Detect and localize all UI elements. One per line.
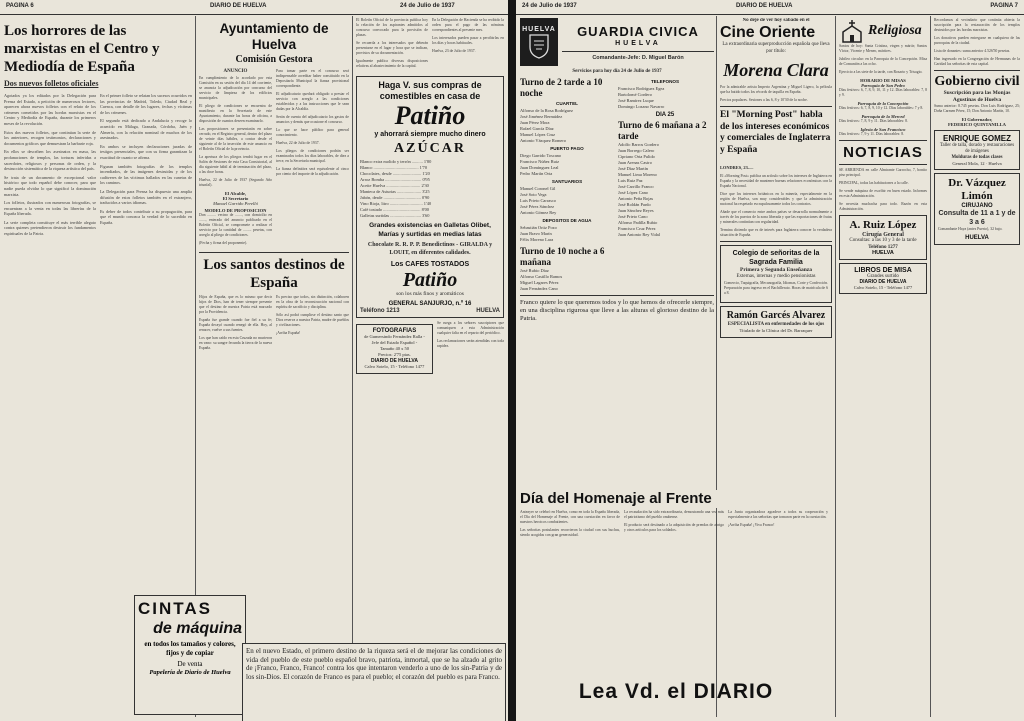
- patino-cafes-line: son los más finos y aromáticos: [396, 291, 464, 297]
- fotografias-line4: DIARIO DE HUELVA: [370, 358, 418, 364]
- ayuntamiento-alcalde: El Alcalde,: [224, 191, 247, 196]
- left-running-head: [0, 0, 508, 15]
- guardia-cuartel-1: CUARTEL: [556, 101, 578, 106]
- noticias-rule: [839, 140, 927, 141]
- guardia-turno3: Turno de 10 noche a 6 mañana: [520, 246, 605, 267]
- enrique-address: General Mola, 12 · Huelva: [952, 161, 1002, 166]
- right-column-3: Religiosa Santos de hoy: Santa Cristina, virgen y mártir; Santos Víctor, Vicente y Meneo, mártires. Jubileo circular: en la Parroquia de la Concepción. Misa de Comunión a las ocho. Ejercicio a las siete de la tarde, con Rosario y Trisagio. HORARIO DE MISAS Parroquia de San Pedro Días festivos: 6, 7, 8, 9, 10, 11 y 12. Días laborables: 7, 8 y 9. Parroquia de la Concepción Días festivos: 6, 7, 8, 9, 10 y 12. Días laborables: 7 y 8. Parroquia de la Merced Días festivos: 7, 8, 9 y 11. Días laborables: 8. Iglesia de San Francisco Días festivos: 7, 9 y 11. Días laborables: 8. NOTICIAS SE ARRIENDA en calle Almirante Garrocho, 7, bonito piso principal. PRINCIPAL, todas las habitaciones a la calle. Se vende máquina de escribir en buen estado. Informes en esta Administración. Se necesita muchacha para todo. Razón en esta Administración. A. Ruiz López Cirugía General Consultas: a las 10 y 3 de la tarde Teléfono 1277 HUELVA LIBROS DE MISA Grandes surtido DIARIO DE HUELVA Calvo Sotelo, 15 - Teléfono 1477: [839, 18, 927, 717]
- colegio-ad: Colegio de señoritas de la Sagrada Familia Primera y Segunda Enseñanza Externas, internas y medio pensionistas Comercio, Taquigrafía, Mecanografía, Idiomas, Corte y Confección. Preparación para ingreso en el Bachillerato. Horas de matrícula de 6 a 8.: [720, 245, 832, 303]
- enrique-title: ENRIQUE GOMEZ: [942, 134, 1011, 143]
- colegio-line2: Externas, internas y medio pensionistas: [736, 274, 816, 279]
- guardia-columns: [520, 77, 714, 292]
- gobierno-title: Gobierno civil: [934, 74, 1020, 89]
- cintas-shop: Papelería de Diario de Huelva: [149, 669, 231, 676]
- guardia-header: [520, 18, 714, 66]
- libros-line4: Calvo Sotelo, 15 - Teléfono 1477: [853, 284, 913, 290]
- ramon-title: ESPECIALISTA en enfermedades de los ojos: [727, 321, 825, 327]
- fotografias-line1: de Gumersindo Fernández Ralla - Jefe del Estado Español -: [364, 334, 425, 345]
- homenaje-body: Anteayer se celebró en Huelva, como en toda la España liberada, el Día del Homenaje al Frente, con una cuestación en favor de nuestros heroicos combatientes. Las señoritas postulantes recorrieron la ciudad con sus huchas, siendo acogidas con gran generosidad. La recaudación ha sido extraordinaria, demostrando una vez más el patriotismo del pueblo onubense. El producto será destinado a la adquisición de prendas de abrigo y otros artículos para los soldados. La Junta organizadora agradece a todos su cooperación y especialmente a las señoritas que tomaron parte en la cuestación. ¡Arriba España! ¡Viva Franco!: [520, 510, 828, 537]
- guardia-list-1: Alfonso de la Rosa Rodríguez José Jiménez Bermúdez Juan Pérez Mora Rafael García Díaz Manuel López Cruz Antonio Vázquez Romero: [520, 108, 573, 143]
- patino-city: HUELVA: [476, 308, 500, 314]
- vazquez-hours: Consulta de 11 a 1 y de 3 a 6: [938, 210, 1016, 226]
- libros-ad: [839, 263, 927, 294]
- morning-rule: [720, 106, 832, 107]
- patino-cafes: Los CAFES TOSTADOS: [390, 261, 470, 268]
- lea-banner: [520, 670, 832, 714]
- morning-title: El "Morning Post" habla de los intereses económicos y comerciales de Inglaterra y España: [720, 110, 831, 155]
- noticias-line2: PRINCIPAL, todas las habitaciones a la calle.: [839, 181, 909, 185]
- colegio-rule: [720, 241, 832, 242]
- guardia-turno2: Turno de 6 mañana a 2 tarde: [618, 120, 707, 141]
- cine-line: La extraordinaria superproducción española que lleva por título:: [722, 42, 830, 54]
- guardia-list-5: José Rubio Díaz Alfonso Castillo Ramos Miguel Lagares Pérez Juan Fernández Cano: [520, 268, 563, 291]
- guardia-service: Servicios para hoy día 24 de Julio de 1937: [572, 69, 662, 74]
- patino-line2: y ahorrará siempre mucho dinero: [374, 131, 486, 138]
- guardia-telefonos: TELEFONOS: [650, 79, 680, 84]
- ramon-line: Titulado de la Clínica del Dr. Barraquer: [739, 328, 813, 333]
- gobierno-sig: El Gobernador,: [961, 117, 993, 122]
- religiosa-header: [839, 18, 927, 44]
- patino-price-list: Blanco extra molido y terrón .......... 1'80 Blanco ......................................... 1'70 Chocolates, desde .......................... 1'20 Arroz Bomba ................................. 0'95 Aceite Huelva ............................... 2'30 Manteca de Asturias ...................... 3'25 Jabón, desde .................................. 0'90 Vino Rioja, litro .............................. 1'40 Café tostado .................................. 8'00 Galletas surtidas ............................ 3'60: [360, 159, 432, 218]
- religiosa-title: Religiosa: [868, 23, 922, 38]
- religiosa-h2: Parroquia de San Pedro: [861, 83, 905, 88]
- guardia-title: GUARDIA CIVICA: [577, 23, 699, 39]
- article1-title: Los horrores de las marxistas en el Centro y Mediodía de España: [4, 23, 160, 75]
- guardia-commander: Comandante-Jefe: D. Miguel Barón: [592, 54, 684, 61]
- patino-footer: [360, 308, 500, 314]
- guardia-rule: [562, 51, 714, 52]
- fotografias-line2: Tamaño 40 x 50: [379, 346, 409, 351]
- guardia-puerto-1: PUERTO PAGO: [550, 146, 584, 151]
- ayuntamiento-title: Ayuntamiento de Huelva: [219, 21, 329, 52]
- ayuntamiento-section: ANUNCIO: [223, 69, 248, 74]
- religiosa-h5: Iglesia de San Francisco: [860, 127, 906, 132]
- fotografias-line5: Calvo Sotelo, 15 - Teléfono 1477: [364, 364, 425, 369]
- right-page: [516, 0, 1024, 721]
- cine-title: Cine Oriente: [720, 24, 816, 41]
- libros-line2: Grandes surtido: [867, 273, 899, 279]
- guardia-badge-label: HUELVA: [522, 25, 556, 33]
- ruiz-title: Cirugía General: [862, 232, 904, 238]
- guardia-turno1: Turno de 2 tarde a 10 noche: [520, 77, 603, 98]
- religiosa-h4: Parroquia de la Merced: [861, 114, 905, 119]
- cintas-ad: [134, 595, 246, 715]
- franco-quote: Franco quiere lo que queremos todos y lo que hemos de ofrecerle siempre, en una disciplina rigurosa que lleve a las alturas el glorioso destino de la Patria.: [520, 299, 714, 322]
- guardia-dia: DIA 25: [655, 112, 675, 118]
- enrique-line: Taller de talla, dorado y restauraciones de imágenes: [939, 143, 1015, 154]
- gobierno-line1: Suscripción para las Monjas Agustinas de Huelva: [943, 90, 1011, 103]
- patino-address: GENERAL SANJURJO, n.º 16: [388, 301, 472, 307]
- cintas-sale: De venta: [177, 660, 203, 668]
- right-rule-3: [930, 16, 931, 717]
- article1-subtitle: Dos nuevos folletos oficiales: [4, 79, 99, 88]
- colegio-line1: Primera y Segunda Enseñanza: [740, 267, 812, 273]
- cine-header: No deje de ver hoy sábado en el: [742, 18, 810, 23]
- libros-line3: DIARIO DE HUELVA: [859, 278, 907, 285]
- enrique-ad: [934, 130, 1020, 170]
- right-rule-1: [716, 16, 717, 717]
- ramon-name: Ramón Garcés Alvarez: [726, 309, 826, 321]
- patino-ad: [356, 76, 504, 318]
- church-icon: [839, 18, 865, 44]
- santos-title: Los santos destinos de España: [203, 257, 345, 291]
- guardia-subtitle: HUELVA: [615, 39, 661, 47]
- homenaje-section: [520, 490, 832, 541]
- ruiz-ad: [839, 215, 927, 260]
- patino-products-line: Grandes existencias en Galletas Olibet, Marías y surtidas en medias latas: [369, 222, 491, 238]
- ruiz-hours: Consultas: a las 10 y 3 de la tarde: [849, 238, 917, 243]
- religiosa-h3: Parroquia de la Concepción: [857, 101, 909, 106]
- right-column-2: No deje de ver hoy sábado en el Cine Oriente La extraordinaria superproducción española que lleva por título: Morena Clara Por la admirable artista Imperio Argentina y Miguel Ligero, la película que ha batido todos los récords de taquilla en España. Precios populares. Sesiones a las 6, 8 y 10'30 de la noche. El "Morning Post" habla de los intereses económicos y comerciales de Inglaterra y España LONDRES, 23.— El «Morning Post» publica un artículo sobre los intereses de Inglaterra en España y la necesidad de mantener buenas relaciones económicas con la España Nacional. Dice que los intereses británicos en la minería, especialmente en la región de Huelva, son muy considerables y que la administración nacional ha respetado escrupulosamente todos los contratos. Añade que el comercio entre ambos países se desarrolla normalmente a través de los puertos de la zona liberada y que las exportaciones de frutas y minerales continúan con regularidad. Termina diciendo que es de interés para Inglaterra conocer la verdadera situación de España. Colegio de señoritas de la Sagrada Familia Primera y Segunda Enseñanza Externas, internas y medio pensionistas Comercio, Taquigrafía, Mecanografía, Idiomas, Corte y Confección. Preparación para ingreso en el Bachillerato. Horas de matrícula de 6 a 8. Ramón Garcés Alvarez ESPECIALISTA en enfermedades de los ojos Titulado de la Clínica del Dr. Barraquer: [720, 18, 832, 717]
- ayuntamiento-body: ANUNCIO En cumplimiento de lo acordado por esta Comisión en su sesión del día 14 del corriente, se anuncia la adjudicación por concurso del servicio de limpieza de los edificios municipales. El pliego de condiciones se encuentra de manifiesto en la Secretaría de este Ayuntamiento, durante las horas de oficina, a disposición de cuantos deseen examinarlo. Las proposiciones se presentarán en sobre cerrado, en el Registro general, dentro del plazo de veinte días hábiles, a contar desde el siguiente al de la inserción de este anuncio en el Boletín Oficial de la provincia. La apertura de los pliegos tendrá lugar en el Salón de Sesiones de esta Casa Consistorial, al día siguiente hábil al de terminación del plazo, a las doce horas. Huelva, 22 de Julio de 1937 (Segundo Año triunfal). El Alcalde, El Secretario Manuel Garrido Perelló MODELO DE PROPOSICION Don ......... vecino de ......., con domicilio en ......., enterado del anuncio publicado en el Boletín Oficial, se compromete a realizar el servicio por la cantidad de ......... pesetas, con arreglo al pliego de condiciones. (Fecha y firma del proponente). Para tomar parte en el concurso será indispensable acreditar haber constituido en la Depositaría Municipal la fianza provisional correspondiente. El adjudicatario quedará obligado a prestar el servicio con arreglo a las condiciones establecidas y a las instrucciones que le sean dadas por la Alcaldía. Serán de cuenta del adjudicatario los gastos de anuncios y demás que ocasione el concurso. Lo que se hace público para general conocimiento. Huelva, 22 de Julio de 1937. Los pliegos de condiciones podrán ser examinados todos los días laborables, de diez a trece, en la Secretaría municipal. La fianza definitiva será equivalente al cinco por ciento del importe de la adjudicación.: [199, 69, 349, 245]
- patino-product: AZÚCAR: [394, 141, 466, 156]
- guardia-list-3: Manuel Coronel Gil José Soto Vega Luis Prieto Carrasco José Pérez Sánchez Antonio Gómez Rey: [520, 186, 557, 215]
- vazquez-title: CIRUJANO: [961, 203, 993, 209]
- fotografias-ad: [356, 324, 433, 374]
- ruiz-city: HUELVA: [872, 249, 894, 256]
- left-page: [0, 0, 508, 721]
- right-running-head: [516, 0, 1024, 15]
- ayuntamiento-modelo: MODELO DE PROPOSICION: [204, 208, 267, 213]
- left-column-3: [356, 18, 504, 717]
- patino-chocolate: Chocolate R. R. P. P. Benedictinos - GIRALDA y LOUIT, en diferentes calidades.: [367, 242, 493, 256]
- ayuntamiento-subtitle: Comisión Gestora: [235, 54, 313, 65]
- left-masthead: DIARIO DE HUELVA: [210, 3, 267, 9]
- guardia-list-6: Francisco Rodríguez Egea Bartolomé Cordero José Ramírez Luque Domingo Lozano Navarro: [618, 86, 665, 109]
- lea-text: Lea Vd. el DIARIO: [578, 680, 774, 703]
- cintas-sub: de máquina: [153, 620, 242, 637]
- patino-line1: Haga V. sus compras de comestibles en casa de: [378, 80, 482, 101]
- gutter: [508, 0, 516, 721]
- shield-icon: [528, 33, 550, 59]
- guardia-list-4: Sebastián Ortiz Pozo Juan Bravo Marín Félix Moreno Lara: [520, 225, 557, 242]
- ruiz-phone: Teléfono 1277: [868, 244, 898, 250]
- fotografias-line3: Precios: 2'75 ptas.: [378, 352, 411, 357]
- santos-divider: [199, 252, 349, 253]
- right-rule-2: [835, 16, 836, 717]
- left-page-number: PAGINA 6: [6, 3, 34, 9]
- left-col3-top: El Boletín Oficial de la provincia publica hoy la relación de los aspirantes admitidos al concurso convocado para la provisión de plazas. Se recuerda a los interesados que deberán presentarse en el lugar y hora que se indican, provistos de su documentación. Igualmente publica diversas disposiciones relativas al abastecimiento de la capital. En la Delegación de Hacienda se ha recibido la orden para el pago de las nóminas correspondientes al presente mes. Los interesados pueden pasar a percibirlas en los días y horas habituales. Huelva, 23 de Julio de 1937.: [356, 18, 504, 68]
- ruiz-name: A. Ruiz López: [849, 219, 917, 231]
- morning-dateline: LONDRES, 23.—: [720, 165, 754, 170]
- vazquez-name: Dr. Vázquez Limón: [948, 177, 1006, 202]
- cintas-title: CINTAS: [138, 599, 213, 618]
- gobierno-name: FEDERICO QUINTANILLA: [948, 122, 1006, 127]
- right-column-1: [520, 18, 714, 717]
- right-column-4: Recordamos al vecindario que continúa abierta la suscripción para la restauración de los templos destruidos por las hordas marxistas. Los donativos pueden entregarse en cualquiera de las parroquias de la ciudad. Lista de donantes: suma anterior 4.526'50 pesetas. Han ingresado en la Congregación de Hermanas de la Caridad las señoritas de esta capital. Gobierno civil Suscripción para las Monjas Agustinas de Huelva Suma anterior: 8.745 pesetas. Don Luis Rodríguez, 25; Doña Carmen Pérez, 15; Don Antonio Martín, 10. El Gobernador, FEDERICO QUINTANILLA ENRIQUE GOMEZ Taller de talla, dorado y restauraciones de imágenes Molduras de todas clases General Mola, 12 · Huelva Dr. Vázquez Limón CIRUJANO Consulta de 11 a 1 y de 3 a 6 Comandante Haya (antes Puerto), 32 bajo. HUELVA: [934, 18, 1020, 717]
- patino-cafes-brand: Patiño: [402, 269, 458, 291]
- patino-phone: Teléfono 1213: [360, 308, 400, 314]
- religiosa-h1: HORARIO DE MISAS: [860, 78, 906, 83]
- right-masthead: DIARIO DE HUELVA: [736, 3, 793, 9]
- ayuntamiento-name1: Manuel Garrido Perelló: [213, 201, 258, 206]
- colegio-title: Colegio de señoritas de la Sagrada Familia: [732, 250, 820, 266]
- guardia-list-2: Diego Garrido Toscano Francisco Núñez Ruiz Juan Domínguez Leal Pedro Martín Orta: [520, 153, 562, 176]
- left-date: 24 de Julio de 1937: [400, 3, 455, 9]
- vazquez-ad: Dr. Vázquez Limón CIRUJANO Consulta de 11 a 1 y de 3 a 6 Comandante Haya (antes Puerto), 32 bajo. HUELVA: [934, 173, 1020, 245]
- guardia-santuarios-1: SANTUARIOS: [551, 179, 583, 184]
- guardia-deposito-1: DEPOSITOS DE AGUA: [542, 218, 592, 223]
- libros-line1: LIBROS DE MISA: [854, 266, 912, 274]
- right-date: 24 de Julio de 1937: [522, 3, 577, 9]
- patino-brand: Patiño: [394, 101, 466, 130]
- right-page-number: PAGINA 7: [990, 3, 1018, 9]
- fotografias-title: FOTOGRAFIAS: [372, 328, 417, 334]
- guardia-badge: [520, 18, 558, 66]
- noticias-rule-2: [839, 164, 927, 165]
- noticias-title: NOTICIAS: [843, 144, 923, 161]
- ayuntamiento-secretario: El Secretario: [222, 196, 249, 201]
- bottom-quote-box: [242, 643, 506, 721]
- homenaje-title: Día del Homenaje al Frente: [520, 490, 832, 508]
- article1-body: Agotados ya los editados por la Delegación para Prensa del Estado, a petición de numerosos lectores, aparecen ahora nuevos folletos con el relato de los crímenes cometidos por las hordas marxistas en el Centro y Mediodía de España, durante los primeros meses de la revolución. Estos dos nuevos folletos, que continúan la serie de los anteriores, recogen testimonios, declaraciones y documentos gráficos que demuestran la barbarie roja. En ellos se describen los asesinatos en masa, las profanaciones de templos, las torturas inferidas a sacerdotes, religiosos y personas de orden, y la destrucción sistemática de la riqueza artística del país. Se trata de un documento de excepcional valor histórico que todo español debe conocer, para que nadie pueda olvidar lo que significó la dominación marxista. Los folletos, ilustrados con numerosas fotografías, se encuentran a la venta en todas las librerías de la España liberada. La serie completa constituye el más terrible alegato contra quienes pretendieron destruir los fundamentos espirituales de la Patria. En el primer folleto se relatan los sucesos ocurridos en las provincias de Madrid, Toledo, Ciudad Real y Cuenca, con detalle de los lugares, fechas y víctimas de los crímenes. El segundo está dedicado a Andalucía y recoge lo acaecido en Málaga, Granada, Córdoba, Jaén y Almería, con la relación nominal de muchos de los asesinados. En ambos se incluyen declaraciones juradas de testigos presenciales, que con su firma garantizan la exactitud de cuanto se afirma. Figuran también fotografías de los templos incendiados, de las imágenes destruidas y de los cadáveres de las víctimas hallados en las cunetas de los caminos. La Delegación para Prensa ha dispuesto una amplia difusión de estos folletos también en el extranjero, traducidos a varios idiomas. Es deber de todos contribuir a su propagación, para que el mundo conozca la verdad de lo sucedido en España.: [4, 93, 192, 237]
- bottom-quote: En el nuevo Estado, el primero destino de la riqueza será el de mejorar las condiciones de vida del pueblo de este pueblo español bravo, patriota, inmortal, que se ha alzado al grito de ¡Franco, Franco, Franco! contra los que intentaron venderlo a uno de los sin-Patria y de los sin-Dios. El corazón de Franco es para el pueblo; el corazón del pueblo es para Franco.: [246, 647, 502, 681]
- cine-film: Morena Clara: [723, 60, 829, 80]
- gobierno-rule: [934, 70, 1020, 71]
- vazquez-city: HUELVA: [965, 235, 989, 241]
- left-rule-2: [352, 16, 353, 717]
- cintas-line: en todos los tamaños y colores, fijos y de copiar: [144, 640, 236, 657]
- left-col3-bottom: FOTOGRAFIAS de Gumersindo Fernández Ralla - Jefe del Estado Español - Tamaño 40 x 50 Precios: 2'75 ptas. DIARIO DE HUELVA Calvo Sotelo, 15 - Teléfono 1477 Se ruega a los señores suscriptores que comuniquen a esta Administración cualquier falta en el reparto del periódico. Las reclamaciones serán atendidas con toda rapidez.: [356, 321, 504, 377]
- santos-body: Hijos de España, que es lo mismo que decir hijos de Dios, han de tener siempre presente que el destino de nuestra Patria está marcado por la Providencia. España fue grande cuando fue fiel a su fe; España decayó cuando renegó de ella. Hoy, al renacer, vuelve a sus fuentes. Los que han caído en esta Cruzada no murieron en vano: su sangre fecunda la tierra de la nueva España. Es preciso que todos, sin distinción, colaboren en la obra de la reconstrucción nacional con espíritu de sacrificio y disciplina. Sólo así podrá cumplirse el destino santo que Dios reserva a nuestra Patria, madre de pueblos y civilizaciones. ¡Arriba España!: [199, 295, 349, 350]
- ramon-ad: [720, 306, 832, 339]
- enrique-line2: Molduras de todas clases: [951, 155, 1003, 160]
- franco-rule: [520, 295, 714, 296]
- noticias-line1: SE ARRIENDA en calle Almirante Garrocho, 7, bonito piso principal.: [839, 168, 927, 177]
- guardia-list-7: Adolfo Barros Gordero Juan Borrego Calero Cipriano Orta Pulido Juan Arenas Castro José Díaz Martín Manuel Lima Moreno Luis Ruiz Paz José Carrillo Franco José López Cano Antonio Peña Rojas José Roldán Pardo Juan Sánchez Reyes José Prieto Cano Alfonso Padilla Rubio Francisco Cruz Pérez Juan Antonio Rey Vidal: [618, 142, 660, 237]
